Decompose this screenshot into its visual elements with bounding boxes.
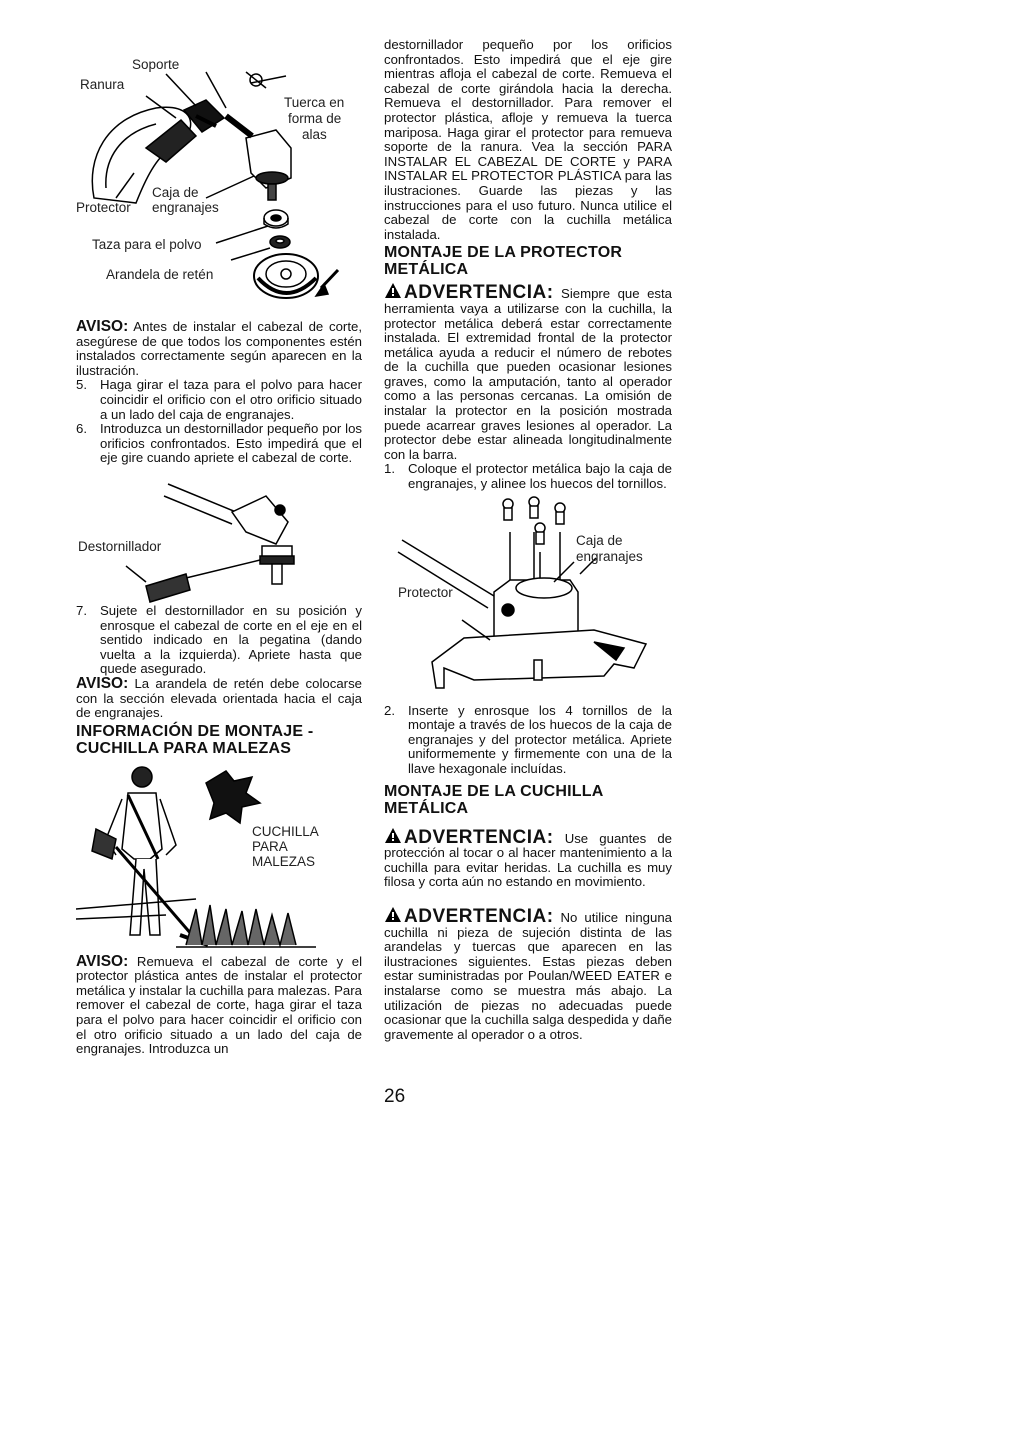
- right-column: [384, 38, 672, 1042]
- aviso-3: [76, 952, 362, 1057]
- label-cuchilla-3: MALEZAS: [252, 853, 316, 869]
- figure-metal-protector: [384, 492, 672, 704]
- step-text: Introduzca un destornillador pequeño por los orificios confrontados. Esto impedirá que el eje gire cuando apriete el cabezal de corte.: [100, 421, 362, 466]
- label-tuerca-3: alas: [302, 127, 327, 142]
- label-destornillador: Destornillador: [78, 538, 162, 554]
- label-cuchilla-2: PARA: [252, 838, 288, 854]
- label-arandela: Arandela de retén: [106, 267, 214, 282]
- warning-text: Use guantes de protección al tocar o al hacer mantenimiento a la cuchilla para evitar heridas. La cuchilla es muy filosa y corta aún no estando en movimiento.: [384, 830, 672, 890]
- aviso-2: [76, 674, 362, 721]
- step-text: Coloque el protector metálica bajo la caja de engranajes, y alinee los huecos del tornillos.: [408, 461, 672, 492]
- figure-operator-blade: [76, 759, 362, 955]
- label-tuerca-2: forma de: [288, 111, 342, 126]
- aviso-label: AVISO:: [76, 952, 129, 970]
- list-item: [384, 704, 672, 777]
- label-protector: Protector: [76, 200, 131, 215]
- list-item: [76, 422, 362, 466]
- label-protector: Protector: [398, 584, 453, 600]
- list-item: [76, 378, 362, 422]
- list-item: [76, 604, 362, 677]
- warning-triangle-icon: [384, 827, 402, 845]
- page-number: 26: [384, 1086, 406, 1107]
- heading-montaje-cuchilla: MONTAJE DE LA CUCHILLA METÁLICA: [384, 782, 603, 817]
- list-item: [384, 462, 672, 491]
- left-column: [76, 38, 362, 1057]
- step-number: 1.: [384, 461, 395, 477]
- operator-illustration: [76, 759, 362, 955]
- heading-montaje-protector: MONTAJE DE LA PROTECTOR METÁLICA: [384, 244, 623, 279]
- figure-head-assembly: [76, 38, 362, 310]
- label-soporte: Soporte: [132, 57, 180, 72]
- steps-2: [384, 704, 672, 777]
- aviso-1: [76, 320, 362, 378]
- warning-2: [384, 827, 672, 890]
- step-number: 5.: [76, 377, 87, 393]
- label-cuchilla-1: CUCHILLA: [252, 823, 319, 839]
- step-number: 2.: [384, 702, 395, 718]
- step-text: Sujete el destornillador en su posición y enrosque el cabezal de corte en el eje en el sentido indicado en la pegatina (dando vuelta a la izquierda). Apriete hasta que quede asegurado.: [100, 602, 362, 677]
- heading-informacion-montaje: INFORMACIÓN DE MONTAJE - CUCHILLA PARA MALEZAS: [76, 722, 314, 757]
- step-text: Haga girar el taza para el polvo para hacer coincidir el orificio con el otro orificio situado a un lado del caja de engranajes.: [100, 377, 362, 422]
- warning-3: [384, 906, 672, 1042]
- aviso-text: Remueva el cabezal de corte y el protector plástica antes de instalar el protector metálica y instalar la cuchilla para malezas. Para remover el cabezal de corte, haga girar el taza para el polvo para hacer coincidir el orificio con el otro orificio situado a un lado del caja de engranajes. Introduzca un: [76, 953, 362, 1057]
- label-ranura: Ranura: [80, 77, 125, 92]
- steps-5-6: [76, 378, 362, 466]
- warning-1: [384, 282, 672, 462]
- label-caja-1: Caja de: [576, 532, 623, 548]
- warning-title: ADVERTENCIA:: [404, 282, 554, 304]
- step-number: 7.: [76, 602, 87, 618]
- warning-triangle-icon: [384, 282, 402, 300]
- figure-screwdriver: [76, 466, 362, 604]
- step-number: 6.: [76, 421, 87, 437]
- label-taza: Taza para el polvo: [92, 237, 202, 252]
- aviso-label: AVISO:: [76, 318, 129, 335]
- label-caja-2: engranajes: [576, 548, 643, 564]
- steps-1: [384, 462, 672, 491]
- warning-text: Siempre que esta herramienta vaya a utilizarse con la cuchilla, la protector metálica deberá estar correctamente instalada. El extremidad frontal de la protector metálica ayuda a reducir el número de rebotes de la cuchilla que pueden ocasionar lesiones graves, como la amputación, tanto al operador como a las personas cercanas. La omisión de instalar la protector en la posición mostrada puede acarrear graves lesiones al operador. La protector debe estar alineada longitudinalmente con la barra.: [384, 286, 672, 462]
- paragraph-intro: destornillador pequeño por los orificios confrontados. Esto impedirá que el eje gire mientras afloja el cabezal de corte. Remueva el cabezal de corte girándola hacia la derecha. Remueva el destornillador. Para remover el protector plástica, afloje y remueva la tuerca mariposa. Haga girar el protector para remueva soporte de la ranura. Vea la sección PARA INSTALAR EL CABEZAL DE CORTE y PARA INSTALAR EL PROTECTOR PLÁSTICA para las ilustraciones. Guarde las piezas y las instrucciones para el uso futuro. Nunca utilice el cabezal de corte con la cuchilla metálica instalada.: [384, 37, 672, 242]
- warning-title: ADVERTENCIA:: [404, 905, 554, 927]
- screwdriver-illustration: [76, 466, 362, 604]
- warning-text: No utilice ninguna cuchilla ni pieza de sujeción distinta de las arandelas y tuercas que aparecen en las ilustraciones siguientes. Estas piezas deben estar suministradas por Poulan/WEED EATER e instalarse como se muestra más abajo. La utilización de piezas no adecuadas puede ocasionar que la cuchilla salga despedida y dañe gravemente al operador o a otros.: [384, 909, 672, 1042]
- aviso-text: La arandela de retén debe colocarse con la sección elevada orientada hacia el caja de engranajes.: [76, 675, 362, 721]
- label-caja-1: Caja de: [152, 185, 199, 200]
- aviso-text: Antes de instalar el cabezal de corte, asegúrese de que todos los componentes estén instalados correctamente según aparecen en la ilustración.: [76, 319, 362, 378]
- steps-7: [76, 604, 362, 677]
- warning-title: ADVERTENCIA:: [404, 826, 554, 848]
- label-tuerca-1: Tuerca en: [284, 95, 345, 110]
- step-text: Inserte y enrosque los 4 tornillos de la montaje a través de los huecos de la caja de engranajes y del protector metálica. Apriete uniformemente y firmemente con una de la llave hexagonale incluídas.: [408, 702, 672, 776]
- aviso-label: AVISO:: [76, 674, 129, 692]
- label-caja-2: engranajes: [152, 200, 219, 215]
- warning-triangle-icon: [384, 906, 402, 924]
